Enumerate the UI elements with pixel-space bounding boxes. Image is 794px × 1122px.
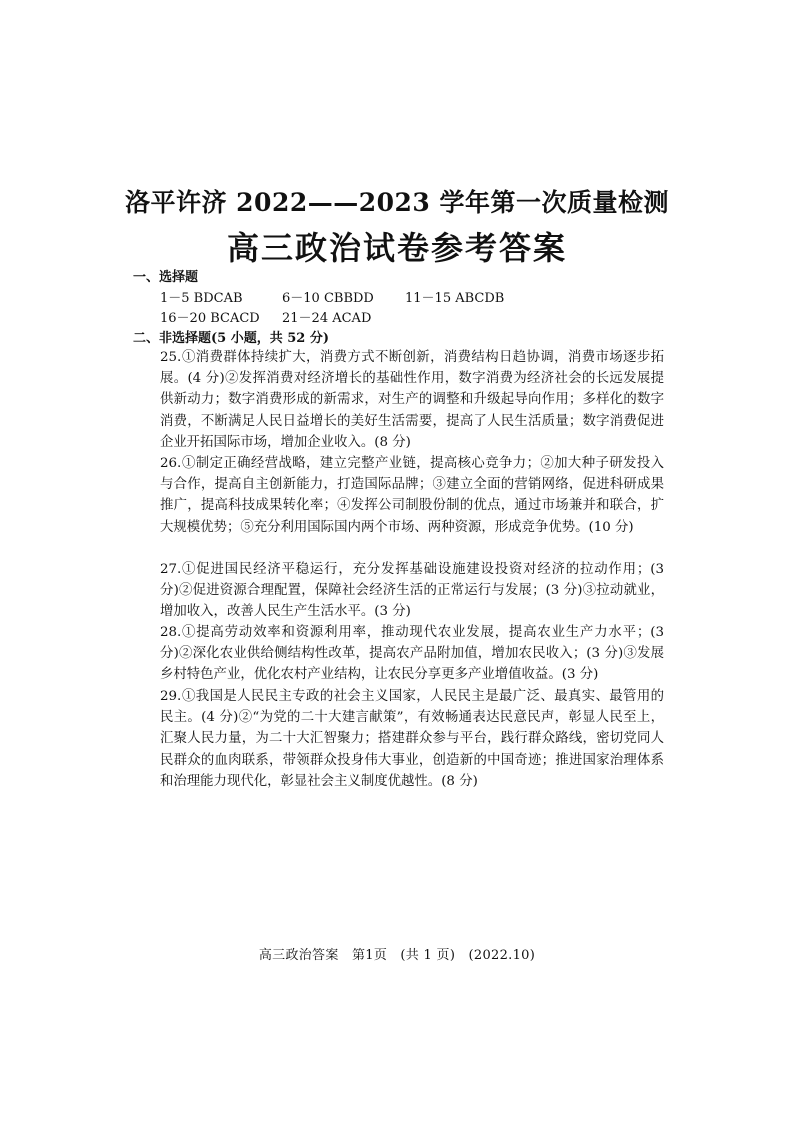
choice-answer-group: 11－15 ABCDB (405, 291, 505, 306)
question-number: 27. (160, 562, 182, 577)
question-number: 29. (160, 689, 182, 704)
question-answer-text: ①促进国民经济平稳运行，充分发挥基础设施建设投资对经济的拉动作用；(3 分)②促进资源合理配置，保障社会经济生活的正常运行与发展；(3 分)③拉动就业，增加收入，改善人民生产生活水平。(3 分) (160, 562, 664, 620)
section-heading-choice: 一、选择题 (133, 270, 199, 285)
question-answer-text: ①提高劳动效率和资源利用率，推动现代农业发展，提高农业生产力水平；(3 分)②深化农业供给侧结构性改革，提高农产品附加值，增加农民收入；(3 分)③发展乡村特色产业，优化农村产业结构，让农民分享更多产业增值收益。(3 分) (160, 625, 664, 683)
page-footer: 高三政治答案 第1页 (共 1 页) (2022.10) (258, 948, 536, 963)
choice-answer-group: 16－20 BCACD (160, 311, 260, 326)
choice-answer-group: 1－5 BDCAB (160, 291, 243, 306)
section-heading-nonchoice: 二、非选择题(5 小题，共 52 分) (133, 331, 330, 346)
question-27 (160, 559, 664, 623)
question-answer-text: ①制定正确经营战略，建立完整产业链，提高核心竞争力；②加大种子研发投入与合作，提高自主创新能力，打造国际品牌；③建立全面的营销网络，促进科研成果推广，提高科技成果转化率；④发挥公司制股份制的优点，通过市场兼并和联合，扩大规模优势；⑤充分利用国际国内两个市场、两种资源，形成竞争优势。(10 分) (160, 456, 664, 535)
question-28 (160, 622, 664, 686)
question-number: 26. (160, 456, 182, 471)
choice-answer-group: 21－24 ACAD (282, 311, 372, 326)
page-title: 高三政治试卷参考答案 (226, 229, 567, 267)
page-title-line1: 洛平许济 2022——2023 学年第一次质量检测 (124, 188, 670, 217)
choice-answers-row-1 (160, 287, 504, 306)
question-answer-text: ①消费群体持续扩大，消费方式不断创新，消费结构日趋协调，消费市场逐步拓展。(4 分)②发挥消费对经济增长的基础性作用，数字消费为经济社会的长远发展提供新动力；数字消费形成的新需求，对生产的调整和升级起导向作用；多样化的数字消费，不断满足人民日益增长的美好生活需要，提高了人民生活质量；数字消费促进企业开拓国际市场，增加企业收入。(8 分) (160, 350, 664, 450)
question-answer-text: ①我国是人民民主专政的社会主义国家，人民民主是最广泛、最真实、最管用的民主。(4 分)②“为党的二十大建言献策”，有效畅通表达民意民声，彰显人民至上，汇聚人民力量，为二十大汇智聚力；搭建群众参与平台，践行群众路线，密切党同人民群众的血肉联系，带领群众投身伟大事业，创造新的中国奇迹；推进国家治理体系和治理能力现代化，彰显社会主义制度优越性。(8 分) (160, 689, 664, 789)
question-26 (160, 453, 664, 538)
question-25 (160, 347, 664, 453)
question-number: 28. (160, 625, 182, 640)
question-29 (160, 686, 664, 792)
choice-answers-row-2 (160, 307, 371, 326)
choice-answer-group: 6－10 CBBDD (282, 291, 374, 306)
question-number: 25. (160, 350, 182, 365)
